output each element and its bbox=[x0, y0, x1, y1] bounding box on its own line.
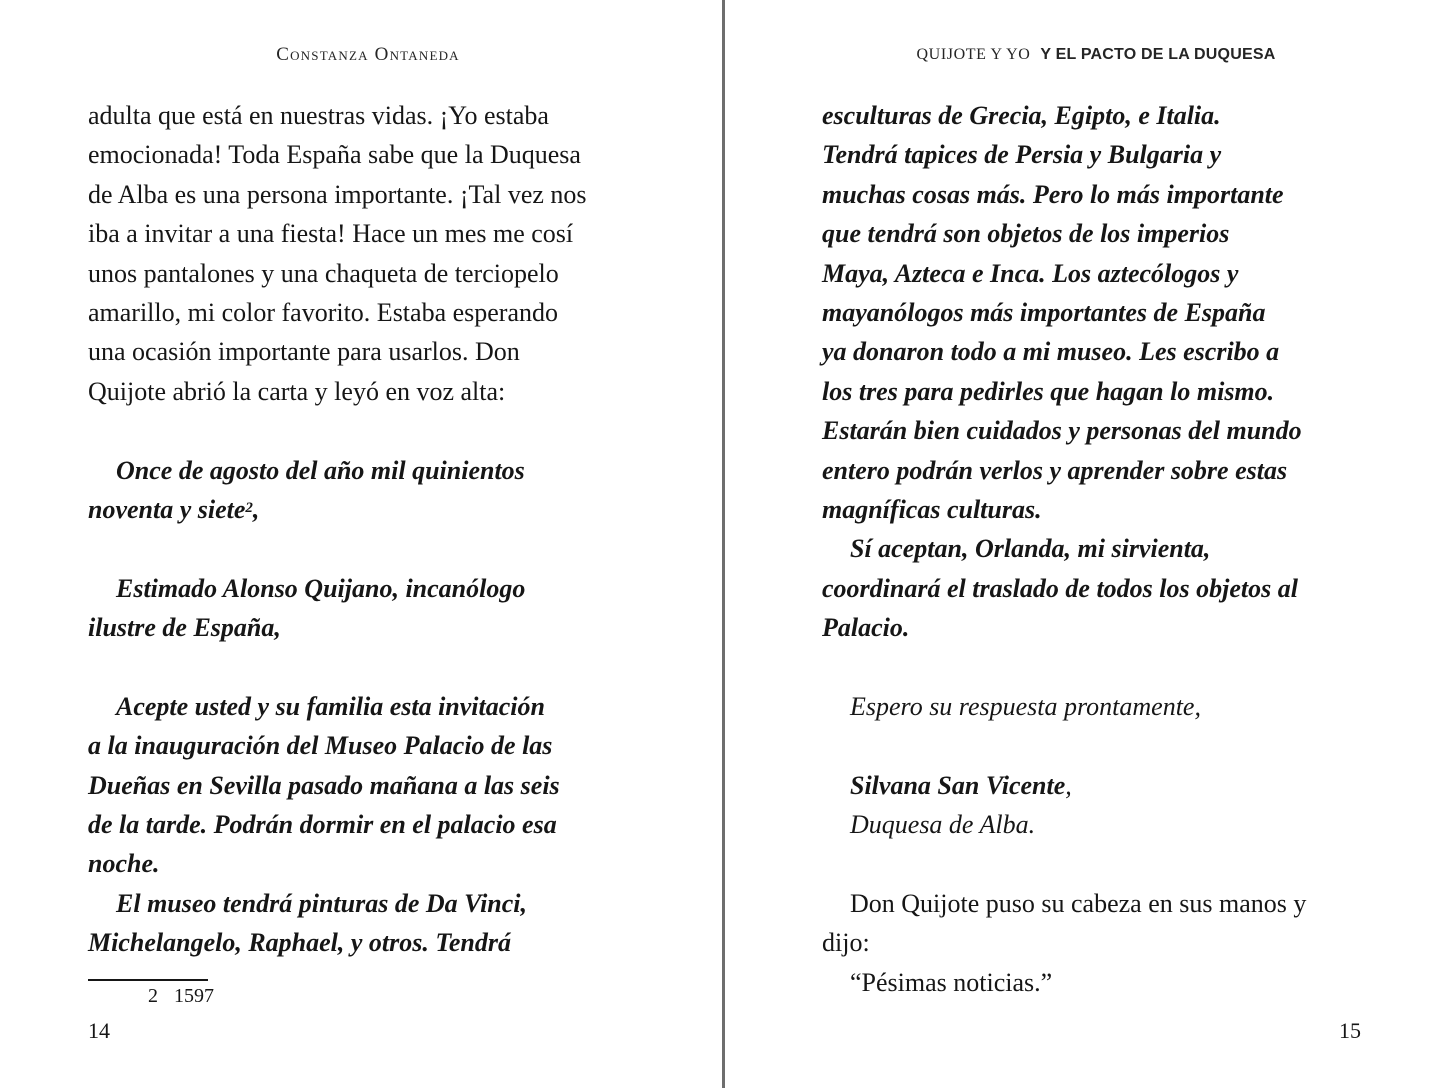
footnote bbox=[88, 981, 648, 1011]
letter-body-line: ya donaron todo a mi museo. Les escribo a bbox=[822, 337, 1280, 367]
narration-line: de Alba es una persona importante. ¡Tal vez nos bbox=[88, 179, 587, 209]
blank-line bbox=[88, 647, 648, 686]
letter-body-line: El museo tendrá pinturas de Da Vinci, bbox=[116, 888, 528, 918]
footnote-block bbox=[88, 979, 648, 1011]
blank-line bbox=[822, 647, 1370, 686]
signature-line bbox=[822, 766, 1370, 805]
running-header-right bbox=[822, 44, 1370, 66]
narration-line: “Pésimas noticias.” bbox=[850, 967, 1053, 997]
letter-body-line: magníficas culturas. bbox=[822, 494, 1042, 524]
page-number-left: 14 bbox=[88, 1018, 110, 1043]
running-header-book-subtitle: Y EL PACTO DE LA DUQUESA bbox=[1040, 46, 1276, 63]
narration-line: amarillo, mi color favorito. Estaba esperando bbox=[88, 297, 559, 327]
letter-body-line: mayanólogos más importantes de España bbox=[822, 297, 1266, 327]
letter-body-line: Tendrá tapices de Persia y Bulgaria y bbox=[822, 140, 1222, 170]
letter-body-line: noche. bbox=[88, 849, 160, 879]
letter-body-line: Dueñas en Sevilla pasado mañana a las seis bbox=[88, 770, 560, 800]
letter-date-punctuation: , bbox=[252, 494, 260, 524]
letter-body-line: coordinará el traslado de todos los objetos al bbox=[822, 573, 1298, 603]
narration-line: iba a invitar a una fiesta! Hace un mes me cosí bbox=[88, 219, 574, 249]
letter-body-line: muchas cosas más. Pero lo más importante bbox=[822, 179, 1284, 209]
letter-date-line bbox=[88, 490, 648, 529]
signature-title: Duquesa de Alba. bbox=[850, 810, 1036, 840]
letter-body-line: Sí aceptan, Orlanda, mi sirvienta, bbox=[850, 534, 1211, 564]
narration-line: dijo: bbox=[822, 928, 870, 958]
footnote-marker: 2 bbox=[148, 984, 158, 1007]
right-page bbox=[822, 44, 1370, 1002]
letter-body-line: Maya, Azteca e Inca. Los aztecólogos y bbox=[822, 258, 1239, 288]
left-page bbox=[88, 44, 648, 1011]
narration-line: unos pantalones y una chaqueta de terciopelo bbox=[88, 258, 559, 288]
letter-body-line: los tres para pedirles que hagan lo mismo. bbox=[822, 376, 1275, 406]
letter-body-line: que tendrá son objetos de los imperios bbox=[822, 219, 1230, 249]
page-gutter-divider bbox=[722, 0, 725, 1088]
letter-salutation-line: Estimado Alonso Quijano, incanólogo bbox=[116, 573, 526, 603]
letter-body-line: a la inauguración del Museo Palacio de las bbox=[88, 731, 553, 761]
letter-date-text: noventa y siete bbox=[88, 494, 246, 524]
letter-salutation-line: ilustre de España, bbox=[88, 613, 281, 643]
footnote-reference: 2 bbox=[245, 499, 253, 516]
page-number-right: 15 bbox=[1339, 1018, 1361, 1043]
letter-body-line: de la tarde. Podrán dormir en el palacio esa bbox=[88, 810, 557, 840]
running-header-left: Constanza Ontaneda bbox=[276, 44, 460, 65]
letter-body-line: Estarán bien cuidados y personas del mundo bbox=[822, 416, 1302, 446]
narration-line: Quijote abrió la carta y leyó en voz alta: bbox=[88, 376, 506, 406]
letter-body-line: Acepte usted y su familia esta invitación bbox=[116, 691, 545, 721]
letter-body-line: Palacio. bbox=[822, 613, 910, 643]
footnote-text: 1597 bbox=[174, 984, 214, 1007]
blank-line bbox=[88, 529, 648, 568]
signature-punctuation: , bbox=[1065, 770, 1072, 800]
blank-line bbox=[822, 726, 1370, 765]
letter-body-line: Michelangelo, Raphael, y otros. Tendrá bbox=[88, 928, 512, 958]
letter-closing-line: Espero su respuesta prontamente, bbox=[850, 691, 1201, 721]
narration-line: Don Quijote puso su cabeza en sus manos y bbox=[850, 888, 1307, 918]
letter-date-line: Once de agosto del año mil quinientos bbox=[116, 455, 525, 485]
blank-line bbox=[822, 844, 1370, 883]
narration-line: una ocasión importante para usarlos. Don bbox=[88, 337, 520, 367]
letter-body-line: entero podrán verlos y aprender sobre estas bbox=[822, 455, 1288, 485]
blank-line bbox=[88, 411, 648, 450]
letter-body-line: esculturas de Grecia, Egipto, e Italia. bbox=[822, 101, 1221, 130]
narration-line: adulta que está en nuestras vidas. ¡Yo estaba bbox=[88, 101, 549, 130]
running-header-book-title: QUIJOTE Y YO bbox=[916, 46, 1031, 63]
narration-line: emocionada! Toda España sabe que la Duquesa bbox=[88, 140, 581, 170]
signature-name: Silvana San Vicente bbox=[850, 770, 1066, 800]
